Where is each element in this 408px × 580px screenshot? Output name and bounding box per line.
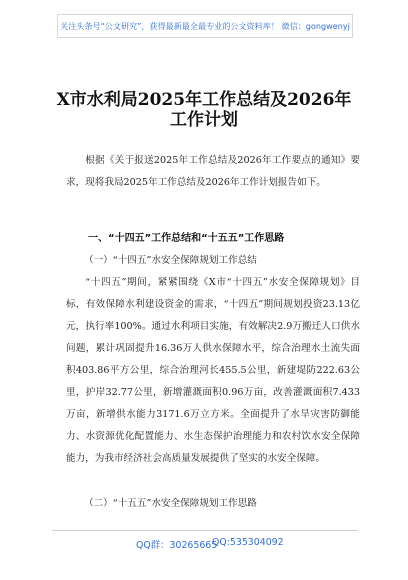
- header-banner: 关注头条号“公文研究”，获得最新最全最专业的公文资料库！ 微信：gongwenyj: [57, 14, 353, 38]
- page-title-line2: 工作计划: [170, 110, 238, 130]
- page-title: X市水利局2025年工作总结及2026年: [56, 90, 352, 110]
- footer-divider: [52, 530, 358, 531]
- section-heading: 一、“十四五”工作总结和“十五五”工作思路: [88, 233, 285, 244]
- footer-qq-group: QQ群：30265665: [136, 540, 218, 551]
- summary-paragraph: “十四五”期间，紧紧围绕《X市“十四五”水安全保障规划》目标，有效保障水利建设资金的需求，“十四五”期间规划投资23.13亿元，执行率100%。通过水利项目实施，有效解决2.9万搬迁人口供水问题，累计巩固提升16.36万人供水保障水平，综合治理水土流失面积403.86平方公里，综合治理河长455.5公里，新建堤防222.63公里，护岸32.77公里，新增灌溉面积0.96万亩，改善灌溉面积7.433万亩，新增供水能力3171.6万立方米。全面提升了水旱灾害防御能力、水资源优化配置能力、水生态保护治理能力和农村饮水安全保障能力，为我市经济社会高质量发展提供了坚实的水安全保障。: [66, 277, 360, 464]
- subsection-heading-2: （二）“十五五”水安全保障规划工作思路: [84, 498, 257, 509]
- intro-paragraph: 根据《关于报送2025年工作总结及2026年工作要点的通知》要求，现将我局2025年工作总结及2026年工作计划报告如下。: [66, 155, 360, 188]
- subsection-heading-1: （一）“十四五”水安全保障规划工作总结: [84, 255, 257, 266]
- footer-qq-number: QQ:535304092: [212, 537, 284, 548]
